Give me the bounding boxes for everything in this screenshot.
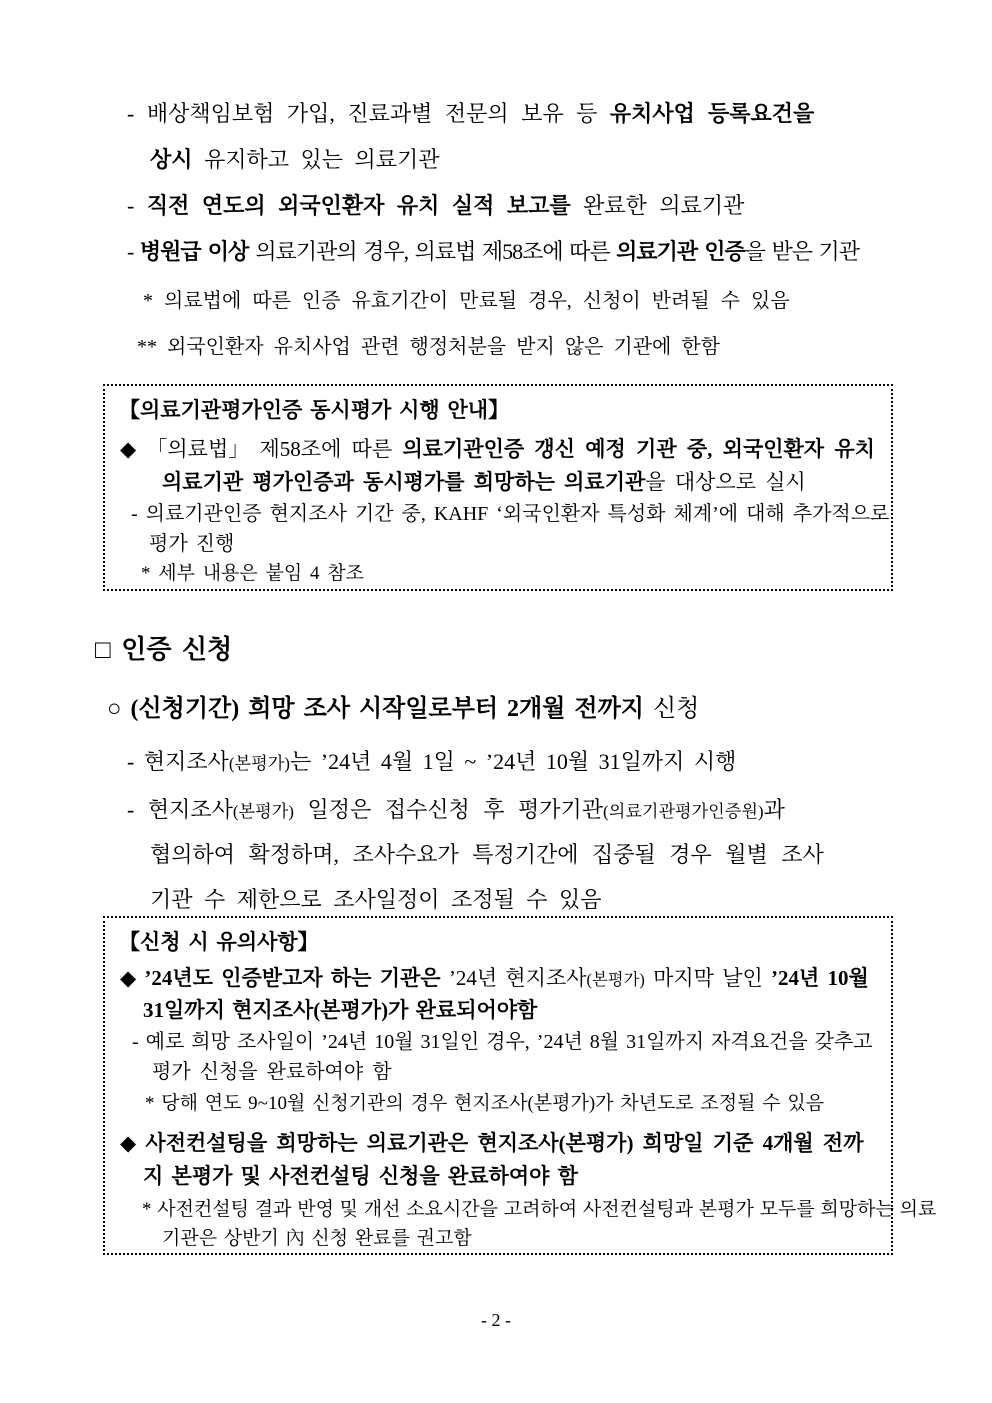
notice-box-2-footnote-2-line-1: * 사전컨설팅 결과 반영 및 개선 소요시간을 고려하여 사전컨설팅과 본평가 모두를 희망하는 의료 — [142, 1199, 937, 1220]
application-dash-2-line-3: 기관 수 제한으로 조사일정이 조정될 수 있음 — [150, 887, 602, 912]
eligibility-item-1-line-1: - 배상책임보험 가입, 진료과별 전문의 보유 등 유치사업 등록요건을 — [127, 101, 815, 126]
eligibility-footnote-1: * 의료법에 따른 인증 유효기간이 만료될 경우, 신청이 반려될 수 있음 — [143, 290, 790, 312]
notice-box-1-line-4: 평가 진행 — [149, 533, 235, 555]
notice-box-1-line-3: - 의료기관인증 현지조사 기간 중, KAHF ‘외국인환자 특성화 체계’에 대해 추가적으로 — [131, 503, 890, 525]
application-period-line: ○ (신청기간) 희망 조사 시작일로부터 2개월 전까지 신청 — [107, 696, 700, 722]
eligibility-footnote-2: ** 외국인환자 유치사업 관련 행정처분을 받지 않은 기관에 한함 — [137, 336, 720, 358]
notice-box-2-line-2: 31일까지 현지조사(본평가)가 완료되어야함 — [143, 998, 538, 1022]
notice-box-1-line-1: ◆ 「의료법」 제58조에 따른 의료기관인증 갱신 예정 기관 중, 외국인환자 유치 — [120, 437, 875, 461]
notice-box-2-line-5: ◆ 사전컨설팅을 희망하는 의료기관은 현지조사(본평가) 희망일 기준 4개월 전까 — [120, 1131, 864, 1155]
notice-box-2-footnote-2-line-2: 기관은 상반기 內 신청 완료를 권고함 — [162, 1228, 472, 1249]
notice-box-2-footnote-1: * 당해 연도 9~10월 신청기관의 경우 현지조사(본평가)가 차년도로 조정될 수 있음 — [145, 1093, 825, 1114]
application-dash-1: - 현지조사(본평가)는 ’24년 4월 1일 ~ ’24년 10월 31일까지 시행 — [127, 749, 737, 774]
notice-box-2-line-1: ◆ ’24년도 인증받고자 하는 기관은 ’24년 현지조사(본평가) 마지막 날인 ’24년 10월 — [120, 966, 869, 990]
application-dash-2-line-2: 협의하여 확정하며, 조사수요가 특정기간에 집중될 경우 월별 조사 — [150, 842, 824, 867]
eligibility-item-1-line-2: 상시 유지하고 있는 의료기관 — [150, 147, 440, 172]
notice-box-1-line-2: 의료기관 평가인증과 동시평가를 희망하는 의료기관을 대상으로 실시 — [162, 470, 806, 494]
notice-box-1-footnote: * 세부 내용은 붙임 4 참조 — [141, 563, 364, 584]
notice-box-2-line-3: - 예로 희망 조사일이 ’24년 10월 31일인 경우, ’24년 8월 31일까지 자격요건을 갖추고 — [132, 1031, 873, 1053]
eligibility-item-2: - 직전 연도의 외국인환자 유치 실적 보고를 완료한 의료기관 — [127, 193, 745, 218]
eligibility-item-3: - 병원급 이상 의료기관의 경우, 의료법 제58조에 따른 의료기관 인증을 받은 기관 — [127, 239, 859, 264]
notice-box-application-cautions — [103, 916, 937, 1255]
section-heading-certification-application: □ 인증 신청 — [95, 635, 233, 664]
notice-box-1-title: 【의료기관평가인증 동시평가 시행 안내】 — [119, 399, 510, 422]
notice-box-2-title: 【신청 시 유의사항】 — [119, 931, 319, 954]
notice-box-2-line-6: 지 본평가 및 사전컨설팅 신청을 완료하여야 함 — [143, 1164, 578, 1188]
notice-box-simultaneous-evaluation — [103, 384, 893, 591]
page-number: - 2 - — [481, 1310, 511, 1330]
application-dash-2-line-1: - 현지조사(본평가) 일정은 접수신청 후 평가기관(의료기관평가인증원)과 — [127, 797, 785, 822]
notice-box-2-line-4: 평가 신청을 완료하여야 함 — [152, 1061, 392, 1083]
